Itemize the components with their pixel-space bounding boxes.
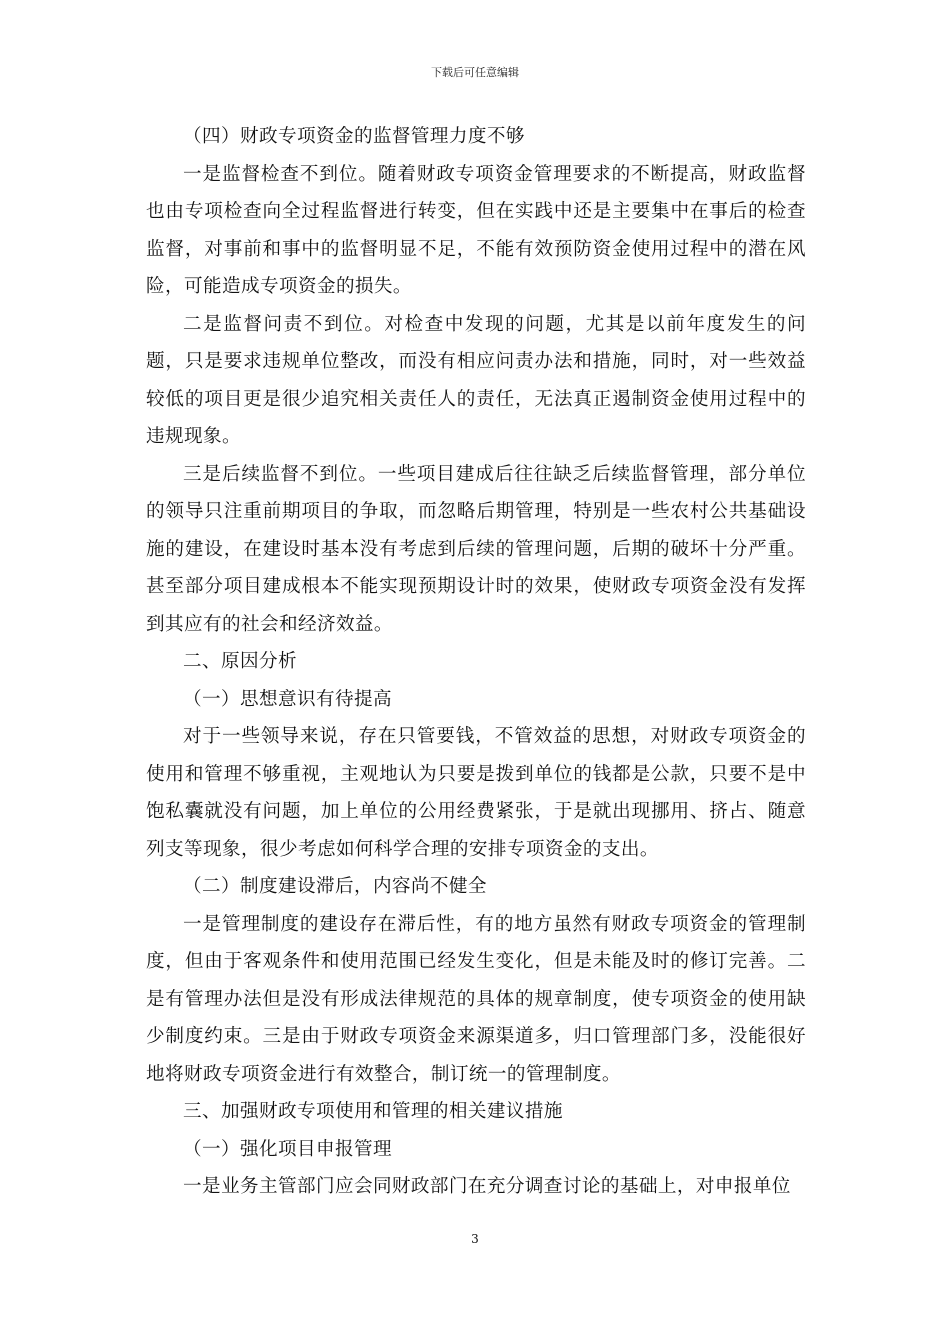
- section-heading: （二）制度建设滞后，内容尚不健全: [183, 876, 487, 897]
- body-paragraph: 二是监督问责不到位。对检查中发现的问题，尤其是以前年度发生的问题，只是要求违规单位整改，而没有相应问责办法和措施，同时，对一些效益较低的项目更是很少追究相关责任人的责任，无法真正遏制资金使用过程中的违规现象。: [146, 313, 806, 447]
- section-heading: （一）思想意识有待提高: [183, 688, 392, 710]
- body-paragraph: 一是业务主管部门应会同财政部门在充分调查讨论的基础上，对申报单位: [183, 1176, 791, 1197]
- document-body: [146, 118, 806, 1206]
- section-heading: 三、加强财政专项使用和管理的相关建议措施: [183, 1101, 563, 1122]
- body-paragraph: 对于一些领导来说，存在只管要钱，不管效益的思想，对财政专项资金的使用和管理不够重视，主观地认为只要是拨到单位的钱都是公款，只要不是中饱私囊就没有问题，加上单位的公用经费紧张，于是就出现挪用、挤占、随意列支等现象，很少考虑如何科学合理的安排专项资金的支出。: [146, 726, 806, 860]
- section-heading: （四）财政专项资金的监督管理力度不够: [183, 126, 525, 147]
- body-paragraph: 一是管理制度的建设存在滞后性，有的地方虽然有财政专项资金的管理制度，但由于客观条件和使用范围已经发生变化，但是未能及时的修订完善。二是有管理办法但是没有形成法律规范的具体的规章制度，使专项资金的使用缺少制度约束。三是由于财政专项资金来源渠道多，归口管理部门多，没能很好地将财政专项资金进行有效整合，制订统一的管理制度。: [146, 913, 806, 1085]
- page-number: 3: [471, 1232, 479, 1246]
- body-paragraph: 三是后续监督不到位。一些项目建成后往往缺乏后续监督管理，部分单位的领导只注重前期项目的争取，而忽略后期管理，特别是一些农村公共基础设施的建设，在建设时基本没有考虑到后续的管理问题，后期的破坏十分严重。甚至部分项目建成根本不能实现预期设计时的效果，使财政专项资金没有发挥到其应有的社会和经济效益。: [146, 463, 806, 635]
- section-heading: （一）强化项目申报管理: [183, 1138, 392, 1160]
- section-heading: 二、原因分析: [183, 651, 297, 672]
- page-header: 下载后可任意编辑: [431, 66, 519, 79]
- body-paragraph: 一是监督检查不到位。随着财政专项资金管理要求的不断提高，财政监督也由专项检查向全过程监督进行转变，但在实践中还是主要集中在事后的检查监督，对事前和事中的监督明显不足，不能有效预防资金使用过程中的潜在风险，可能造成专项资金的损失。: [146, 163, 806, 297]
